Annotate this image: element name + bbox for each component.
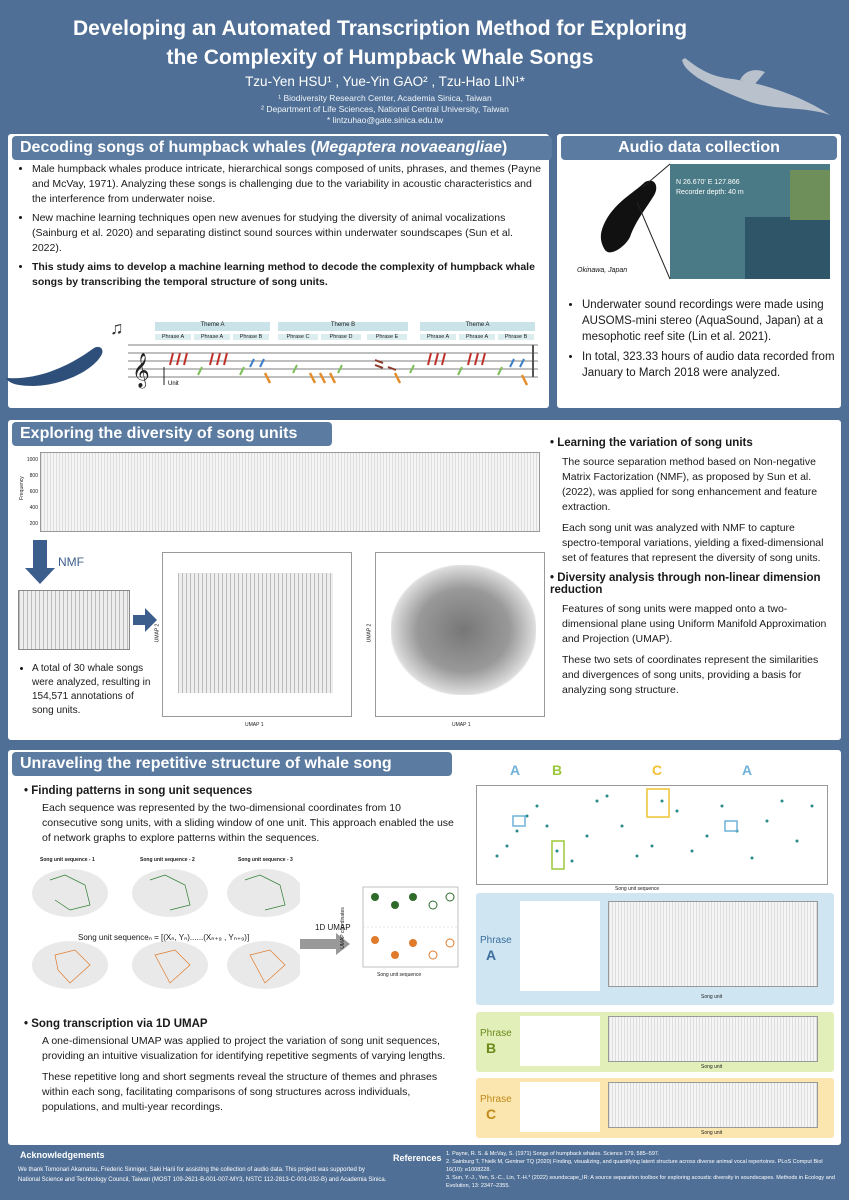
audio-bullet-2: • In total, 323.33 hours of audio data recorded from January to March 2018 were analyzed. — [582, 349, 836, 381]
transcription-para-1: A one-dimensional UMAP was applied to project the variation of song unit sequences, providing an intuitive visualization for identifying repetitive segments of varying lengths. — [42, 1035, 446, 1062]
theme-b-bar: Theme B — [278, 322, 408, 331]
decoding-bullet-2: • New machine learning techniques open new avenues for studying the diversity of animal vocalizations (Sainburg et al. 2020) and separating distinct sound sources within underwater soundscapes (Sun et al. 2022). — [32, 211, 543, 256]
ack-title: Acknowledgements — [20, 1150, 105, 1160]
timeline-x-label: Song unit sequence — [615, 886, 660, 892]
svg-text:Okinawa, Japan: Okinawa, Japan — [577, 267, 628, 274]
diversity-heading-2: • Diversity analysis through non-linear dimension reduction — [550, 572, 821, 596]
diversity-bullet — [18, 662, 158, 722]
theme-a-bar: Theme A — [155, 322, 270, 331]
phrase-c-axis: Song unit — [701, 1130, 723, 1136]
seq-label-2: Song unit sequence - 2 — [140, 857, 195, 863]
diversity-text-column — [550, 437, 832, 704]
umap-scatter-x-label: UMAP 1 — [452, 722, 471, 728]
ref-3: 3. Sun, Y.-J., Yen, S.-C., Lin, T.-H.* (2022) soundscape_IR: A source separation toolbox for exploring acoustic diversity in soundscapes. Methods in Ecology and Evolution, 13: 2347–2355. — [446, 1175, 835, 1189]
down-arrow-icon — [25, 540, 55, 585]
decoding-bullet-3: • This study aims to develop a machine learning method to decode the complexity of humpback whale songs by transcribing the temporal structure of song units. — [32, 260, 543, 290]
seq-label-3: Song unit sequence - 3 — [238, 857, 293, 863]
spectrogram-y-label: Frequency — [18, 476, 25, 500]
transcription-para-2: These repetitive long and short segments reveal the structure of themes and phrases within each song, facilitating comparisons of song structures across individuals, populations, and multi-year recordings. — [42, 1071, 438, 1113]
phrase-a-word: Phrase — [480, 935, 512, 946]
decoding-bullets — [18, 162, 543, 294]
decoding-bullet-1: • Male humpback whales produce intricate, hierarchical songs composed of units, phrases, and themes (Payne and McVay, 1971). Analyzing these songs is challenging due to the variability in acoustic characteristics and the interference from underwater noise. — [32, 162, 543, 207]
map-depth: Recorder depth: 40 m — [676, 189, 744, 196]
phrase-row: Phrase A Phrase A Phrase B Phrase C Phrase D Phrase E Phrase A Phrase A Phrase B — [155, 334, 535, 343]
umap-scatter-y-label: UMAP 2 — [366, 623, 373, 643]
patterns-heading: • Finding patterns in song unit sequences — [24, 785, 253, 797]
decoding-title: Decoding songs of humpback whales (Megaptera novaeangliae) — [12, 136, 552, 160]
nmf-label: NMF — [58, 555, 84, 569]
audio-bullets — [568, 297, 836, 385]
authors: Tzu-Yen HSU¹ , Yue-Yin GAO² , Tzu-Hao LIN¹* — [245, 74, 525, 89]
phrase-b-letter: B — [486, 1040, 497, 1056]
marker-b: B — [552, 762, 563, 778]
song-unit-marks — [160, 345, 530, 387]
seq-label-1: Song unit sequence - 1 — [40, 857, 95, 863]
marker-a2: A — [742, 762, 753, 778]
marker-c: C — [652, 762, 663, 778]
affiliation-1: ¹ Biodiversity Research Center, Academia Sinica, Taiwan — [278, 93, 492, 103]
ack-text: We thank Tomonari Akamatsu, Frederic Sinniger, Saki Harii for assisting the collection of audio data. This project was supported by National Science and Technology Council, Taiwan (MOST 109-2621-B-001-007-MY3, NSTC 112-2813-C-001-032-B) and Academia Sinica. — [18, 1167, 387, 1183]
spectrogram-y-axis: 1000 800 600 400 200 — [26, 457, 38, 527]
audio-title: Audio data collection — [561, 136, 837, 160]
phrase-b-box — [476, 1012, 834, 1072]
sequence-formula: Song unit sequenceₙ = [(Xₙ, Yₙ)......(Xₙ₊₉ , Yₙ₊₉)] — [78, 933, 250, 942]
diversity-para-2: Each song unit was analyzed with NMF to capture spectro-temporal variations, yielding a fixed-dimensional set of features that represent the diversity of song units. — [562, 522, 824, 564]
poster-title: Developing an Automated Transcription Method for Exploring the Complexity of Humpback Whale Songs — [72, 17, 688, 69]
timeline-plot — [476, 785, 828, 885]
svg-text:𝄞: 𝄞 — [132, 354, 150, 387]
network-graph-figure — [30, 865, 300, 995]
ref-1: 1. Payne, R. S. & McVay, S. (1971) Songs of humpback whales. Science 179, 585–597. — [446, 1151, 660, 1157]
theme-a2-bar: Theme A — [420, 322, 535, 331]
patterns-para: Each sequence was represented by the two-dimensional coordinates from 10 consecutive song units, with a sliding window of one unit. This approach enabled the use of network graphs to explore patterns within the sequences. — [42, 802, 454, 844]
phrase-c-word: Phrase — [480, 1094, 512, 1105]
whale-silhouette-header — [680, 40, 840, 120]
umap-grid-figure — [162, 552, 352, 717]
ref-2: 2. Sainburg T, Thielk M, Gentner TQ (2020) Finding, visualizing, and quantifying latent structure across diverse animal vocal repertoires. PLoS Comput Biol 16(10): e1008228. — [446, 1159, 823, 1173]
ref-title: References — [393, 1153, 442, 1163]
phrase-c-box — [476, 1078, 834, 1138]
umap-coord-label: UMAP coordinates — [339, 907, 346, 949]
marker-a1: A — [510, 762, 521, 778]
repetitive-title: Unraveling the repetitive structure of whale song — [12, 752, 452, 776]
transcription-section — [24, 1018, 464, 1115]
diversity-title: Exploring the diversity of song units — [12, 422, 332, 446]
phrase-a-letter: A — [486, 947, 497, 963]
umap-scatter-figure — [375, 552, 545, 717]
diversity-heading-1: • Learning the variation of song units — [550, 437, 753, 449]
phrase-a-box — [476, 893, 834, 1005]
svg-text:Unit: Unit — [168, 381, 179, 387]
spectrogram-figure — [40, 452, 540, 532]
seq-axis-label: Song unit sequence — [377, 972, 422, 978]
map-coordinates: N 26.670' E 127.866 — [676, 179, 740, 186]
patterns-section — [24, 785, 454, 846]
whale-icon-decoding — [4, 340, 114, 390]
audio-bullet-1: • Underwater sound recordings were made using AUSOMS-mini stereo (AquaSound, Japan) at a mesophotic reef site (Lin et al. 2021). — [582, 297, 836, 345]
contact-email: * lintzuhao@gate.sinica.edu.tw — [326, 115, 444, 125]
umap1d-label: 1D UMAP — [315, 923, 351, 932]
transcription-heading: • Song transcription via 1D UMAP — [24, 1018, 208, 1030]
nmf-features-figure — [18, 590, 130, 650]
phrase-a-axis: Song unit — [701, 994, 723, 1000]
phrase-c-letter: C — [486, 1106, 497, 1122]
umap1d-mini-plot — [355, 885, 460, 970]
diversity-para-3: Features of song units were mapped onto a two-dimensional plane using Uniform Manifold Approximation and Projection (UMAP). — [562, 603, 827, 645]
diversity-para-1: The source separation method based on Non-negative Matrix Factorization (NMF), as proposed by Sun et al. (2022), was applied for song enhancement and feature extraction. — [562, 456, 818, 513]
music-notes-icon: ♫ — [110, 318, 124, 338]
phrase-b-axis: Song unit — [701, 1064, 723, 1070]
song-count-text: • A total of 30 whale songs were analyzed, resulting in 154,571 annotations of song units. — [32, 662, 158, 718]
umap-grid-x-label: UMAP 1 — [245, 722, 264, 728]
ref-list — [446, 1150, 841, 1190]
umap-grid-y-label: UMAP 2 — [154, 623, 161, 643]
diversity-para-4: These two sets of coordinates represent the similarities and divergences of song units, providing a basis for analyzing song structure. — [562, 654, 819, 696]
affiliation-2: ² Department of Life Sciences, National Central University, Taiwan — [261, 104, 509, 114]
phrase-b-word: Phrase — [480, 1028, 512, 1039]
